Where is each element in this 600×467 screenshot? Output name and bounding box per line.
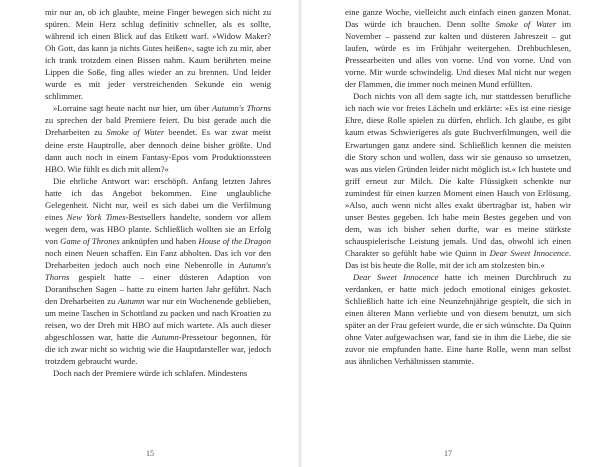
paragraph	[345, 271, 571, 367]
paragraph	[45, 175, 271, 368]
italic-title: Autumn	[117, 296, 145, 307]
left-page-number: 15	[146, 449, 154, 458]
paragraph-text: -Bestsellers handelte, sondern vor allem wegen dem, was HBO plante. Schließlich wollten sie an Erfolg von	[45, 211, 272, 246]
paragraph-text: eine ganze Woche, vielleicht auch einfach einen ganzen Monat. Das würde ich brauchen. Denn sollte	[345, 7, 571, 30]
paragraph-text: »Lorraine sagt heute nacht nur hier, um über	[53, 103, 213, 114]
paragraph	[345, 6, 571, 90]
paragraph	[345, 90, 571, 271]
paragraph-text: noch einen Neuen schaffen. Ein Fanz abholten. Das ich vor den Dreharbeiten jedoch auch noch eine Nebenrolle in	[45, 247, 271, 270]
paragraph-text: . Das ist bis heute die Rolle, mit der ich am stolzesten bin.«	[345, 247, 572, 270]
italic-title: Autumn's Thorns	[212, 103, 271, 114]
paragraph-text: zu sprechen der bald Premiere feiert. Du bist gerade auch die Dreharbeiten zu	[45, 115, 271, 138]
italic-title: Smoke of Water	[495, 19, 557, 30]
right-page-number: 17	[444, 449, 452, 458]
paragraph	[45, 367, 271, 379]
paragraph-text: mir nur an, ob ich glaubte, meine Finger bewegen sich nicht zu spüren. Mein Herz schlug definitiv schneller, als es sollte, während ich einen Blick auf das Etikett warf. »Widow Maker? Oh Gott, das kann ja nichts Gutes heißen«, sagte ich zu mir, aber ich trank trotzdem einen Bissen nahm. Kaum berührten meine Lippen die Soße, fing alles wieder an zu brennen. Und leider wurde es mit jeder verstreichenden Sekunde ein wenig schlimmer.	[45, 7, 271, 102]
paragraph-text: Doch nichts von all dem sagte ich, nur stattdessen berufliche ich nach wie vor freies Lächeln und erklärte: »Es ist eine riesige Ehre, diese Rolle spielen zu dürfen, ehrlich. Ich glaube, es gibt kaum etwas Schwierigeres als gute Buchverfilmungen, weil die Erwartungen ganz andere sind. Schließlich kennen die meisten die Story schon und wollen, dass wir sie genauso so umsetzen, was aus vielen Gründen leider nicht möglich ist.« Ich hustete und griff erneut zur Milch. Die kalte Flüssigkeit schenkte nur zumindest für einen kurzen Moment einen Hauch von Erlösung. »Also, auch wenn nicht alles exakt übertragbar ist, haben wir unser Bestes gegeben. Ich habe mein Bestes gegeben und von dem, was ich bisher sehen durfte, war es meine stärkste schauspielerische Leistung jemals. Und das, obwohl ich einen Charakter so gefühlt habe wie Quinn in	[345, 91, 571, 258]
italic-title: Autumn's Thorns	[45, 259, 271, 283]
italic-title: New York Times	[66, 211, 126, 222]
right-page-body-text	[345, 6, 571, 367]
italic-title: House of the Dragon	[198, 235, 271, 246]
paragraph-text: Doch nach der Premiere würde ich schlafen. Mindestens	[53, 368, 248, 379]
left-page-body-text	[45, 6, 271, 379]
paragraph	[45, 6, 271, 102]
paragraph-text: beendet. Es war zwar meist deine erste Hauptrolle, aber dennoch deine bisher größte. Und dann auch noch in einem Fantasy-Epos vom Produktionssteen HBO. Wie fühlt es dich mit allem?«	[45, 127, 271, 174]
paragraph-text: gespielt hatte – einer düsteren Adaption von Doranthschen Sagen – hatte zu einem harten Jahr geführt. Nach den Dreharbeiten zu	[45, 272, 271, 307]
paragraph-text: im November – passend zur kalten und düsteren Jahreszeit – gut laufen, würde es im Frühjahr weitergehen. Drehbuchlesen, Pressearbeiten und alles von vorne. Und von vorne. Und von vorne. Mir wurde schwindelig. Und dieses Mal nicht nur wegen der Flammen, die immer noch meinen Mund erfüllten.	[345, 19, 571, 90]
italic-title: Smoke of Water	[106, 127, 165, 138]
paragraph-text: anknüpfen und haben	[119, 235, 199, 246]
italic-title: Dear Sweet Innocence	[489, 247, 569, 258]
italic-title: Game of Thrones	[60, 235, 120, 246]
paragraph-text: hatte ich meinen Durchbruch zu verdanken, er hatte mich jedoch emotional einiges gekostet. Schließlich hatte ich eine Neunzehnjährige gespielt, die sich in einen älteren Mann verliebte und von diesem benutzt, um sich später an der Frau gefeiert wurde, die er sich wünschte. Da Quinn ohne Vater aufgewachsen war, fand sie in ihm die Liebe, die sie zuvor nie empfunden hatte. Eine harte Rolle, wenn man selbst aus ähnlichen Verhältnissen stammte.	[345, 272, 572, 367]
paragraph-text: -Pressetour begonnen, für die ich zwar nicht so wichtig wie die Hauptdarsteller war, jedoch trotzdem gebraucht wurde.	[45, 332, 271, 367]
paragraph-text: war nur ein Wochenende geblieben, um meine Taschen in Schottland zu packen und nach Kroatien zu reisen, wo der Dreh mit HBO auf mich wartete. Als auch dieser abgeschlossen war, hatte die	[45, 296, 271, 343]
italic-title: Dear Sweet Innocence	[353, 272, 439, 283]
paragraph-text: Die ehrliche Antwort war: erschöpft. Anfang letzten Jahres hatte ich das Angebot bekommen. Eine unglaubliche Gelegenheit. Nicht nur, weil es sich dabei um die Verfilmung eines	[45, 175, 271, 222]
paragraph	[45, 102, 271, 174]
italic-title: Autumn	[152, 332, 179, 343]
